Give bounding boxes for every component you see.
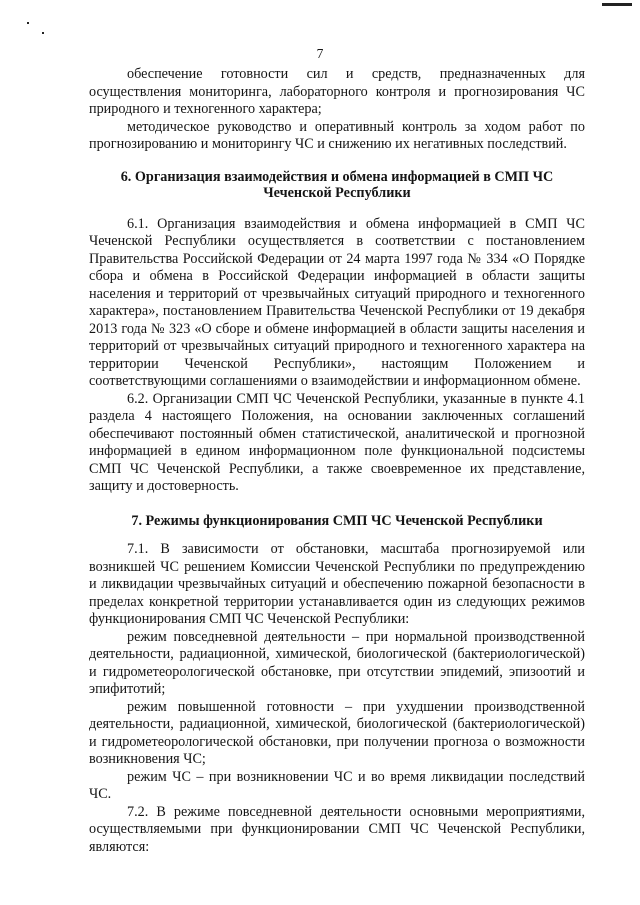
page-number: 7 [316,46,324,61]
paragraph: режим ЧС – при возникновении ЧС и во время ликвидации последствий ЧС. [89,768,585,802]
paragraph: 7.2. В режиме повседневной деятельности основными мероприятиями, осуществляемыми при функционировании СМП ЧС Чеченской Республики, являются: [89,803,585,855]
paragraph: 6.2. Организации СМП ЧС Чеченской Республики, указанные в пункте 4.1 раздела 4 настоящего Положения, на основании заключенных соглашений обеспечивают постоянный обмен статистической, аналитической и прогнозной информацией в едином информационном поле функциональной подсистемы СМП ЧС Чеченской Республики, а также своевременное их представление, защиту и достоверность. [89,390,585,494]
paragraph: методическое руководство и оперативный контроль за ходом работ по прогнозированию и мониторингу ЧС и снижению их негативных последствий. [89,118,585,152]
section-6-heading: 6. Организация взаимодействия и обмена информацией в СМП ЧС Чеченской Республики [120,168,554,201]
scan-dot [27,22,29,24]
paragraph: режим повышенной готовности – при ухудшении производственной деятельности, радиационной, химической, биологической (бактериологической) и гидрометеорологической обстановки, при получении прогноза о возможности возникновения ЧС; [89,698,585,767]
scan-dot [42,32,44,34]
paragraph: 6.1. Организация взаимодействия и обмена информацией в СМП ЧС Чеченской Республики осуществляется в соответствии с постановлением Правительства Российской Федерации от 24 марта 1997 года № 334 «О Порядке сбора и обмена в Российской Федерации информацией в области защиты населения и территорий от чрезвычайных ситуаций природного и техногенного характера», постановлением Правительства Чеченской Республики от 19 декабря 2013 года № 323 «О сборе и обмене информацией в области защиты населения и территорий от чрезвычайных ситуаций природного и техногенного характера на территории Чеченской Республики», настоящим Положением и соответствующими соглашениями о взаимодействии и информационном обмене. [89,215,585,389]
scan-mark-top-right [602,3,632,6]
paragraph: режим повседневной деятельности – при нормальной производственной деятельности, радиационной, химической, биологической (бактериологической) и гидрометеорологической обстановке, при отсутствии эпидемий, эпизоотий и эпифитотий; [89,628,585,697]
document-body [89,66,585,856]
section-7-heading: 7. Режимы функционирования СМП ЧС Чеченской Республики [131,512,543,529]
paragraph: 7.1. В зависимости от обстановки, масштаба прогнозируемой или возникшей ЧС решением Комиссии Чеченской Республики по предупреждению и ликвидации чрезвычайных ситуаций и обеспечению пожарной безопасности в пределах конкретной территории устанавливается один из следующих режимов функционирования СМП ЧС Чеченской Республики: [89,541,585,627]
paragraph: обеспечение готовности сил и средств, предназначенных для осуществления мониторинга, лабораторного контроля и прогнозирования ЧС природного и техногенного характера; [89,66,585,117]
